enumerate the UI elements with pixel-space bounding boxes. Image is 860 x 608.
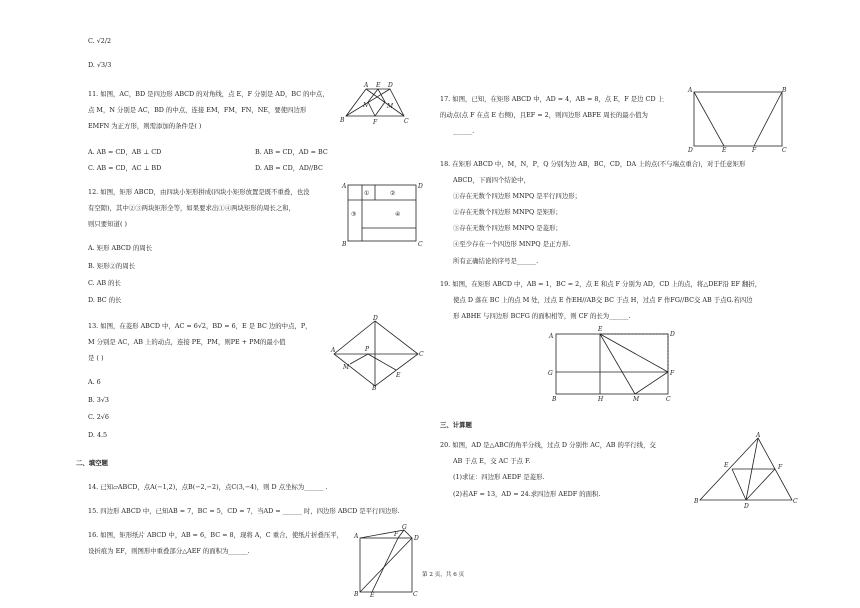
- svg-text:B: B: [694, 498, 699, 505]
- svg-text:F: F: [394, 531, 399, 538]
- q12-line2: 有空隙)，其中②③两块矩形全等，如果要求出①④两块矩形的周长之和，: [88, 204, 295, 212]
- svg-text:E: E: [396, 372, 401, 379]
- svg-text:A: A: [688, 87, 693, 94]
- svg-text:D: D: [373, 315, 378, 322]
- svg-text:G: G: [548, 370, 553, 377]
- svg-text:F: F: [373, 119, 378, 126]
- q11-line1: 11. 如图，AC，BD 是四边形 ABCD 的对角线，点 E，F 分别是 AD，BC 的中点，: [88, 90, 329, 98]
- q18-line3: 所有正确结论的序号是______.: [453, 257, 539, 265]
- svg-text:E: E: [370, 592, 375, 599]
- q18-line2: ABCD，下面四个结论中，: [453, 176, 530, 184]
- q12-option-b: B. 矩形②的周长: [88, 262, 136, 270]
- svg-text:N: N: [363, 102, 369, 109]
- q11-line2: 点 M，N 分别是 AC，BD 的中点，连接 EM，FM，FN，NE，要使四边形: [88, 106, 307, 114]
- q13-option-d: D. 4.5: [88, 431, 108, 439]
- svg-text:G: G: [402, 524, 407, 531]
- q12-line3: 则只要知道( ): [88, 220, 127, 228]
- q13-line3: 是 ( ): [88, 354, 104, 362]
- svg-text:E: E: [598, 326, 603, 333]
- svg-text:B: B: [552, 396, 557, 403]
- q11-option-a: A. AB = CD，AB ⊥ CD: [88, 148, 162, 156]
- q18-statement3: ③存在无数个四边形 MNPQ 是菱形；: [453, 224, 562, 232]
- q11-line3: EMFN 为正方形，则需添加的条件是( ): [88, 122, 202, 130]
- page-footer: 第 2 页，共 6 页: [422, 572, 465, 578]
- svg-text:M: M: [343, 364, 350, 371]
- svg-text:D: D: [688, 147, 693, 154]
- svg-text:A: A: [549, 333, 554, 340]
- figure-q12: [340, 180, 430, 248]
- svg-text:③: ③: [351, 211, 357, 218]
- q12-option-c: C. AB 的长: [88, 279, 121, 287]
- svg-text:H: H: [598, 396, 604, 403]
- q12-option-a: A. 矩形 ABCD 的周长: [88, 244, 153, 252]
- q11-option-c: C. AB = CD，AC ⊥ BD: [88, 164, 162, 172]
- svg-text:①: ①: [364, 190, 370, 197]
- svg-text:C: C: [413, 591, 418, 598]
- section-calculation: 三、计算题: [440, 421, 472, 429]
- svg-text:D: D: [388, 82, 393, 89]
- svg-text:C: C: [782, 147, 787, 154]
- figure-q17: [686, 86, 790, 156]
- section-fill-blank: 二、填空题: [76, 459, 108, 467]
- svg-text:C: C: [793, 498, 798, 505]
- svg-text:F: F: [752, 147, 757, 154]
- q18-line1: 18. 在矩形 ABCD 中，M，N，P，Q 分别为边 AB，BC，CD，DA 上的点(不与端点重合)，对于任意矩形: [440, 160, 746, 168]
- q19-line3: 形 ABHE 与四边形 BCFG 的面积相等，则 CF 的长为______.: [453, 312, 631, 320]
- svg-text:A: A: [364, 82, 369, 89]
- svg-text:F: F: [778, 464, 783, 471]
- option-d-prev: D. √3/3: [88, 61, 112, 69]
- svg-text:B: B: [782, 87, 787, 94]
- q16-line2: 设折痕为 EF，则图形中重叠部分△AEF 的面积为______.: [88, 547, 250, 555]
- svg-text:②: ②: [390, 190, 396, 197]
- svg-text:A: A: [756, 432, 761, 439]
- svg-text:C: C: [418, 241, 423, 248]
- q14: 14. 已知▱ABCD，点A(−1,2)，点B(−2,−2)，点C(3,−4)，则 D 点坐标为______ .: [88, 483, 328, 491]
- svg-text:E: E: [376, 82, 381, 89]
- q20-line3: (1)求证：四边形 AEDF 是菱形.: [453, 473, 545, 481]
- q11-option-d: D. AB = CD，AD//BC: [255, 164, 323, 172]
- svg-text:A: A: [331, 347, 336, 354]
- figure-q19: [546, 324, 676, 402]
- svg-text:D: D: [418, 183, 423, 190]
- svg-text:M: M: [633, 396, 640, 403]
- q13-option-c: C. 2√6: [88, 413, 109, 421]
- svg-text:P: P: [365, 346, 370, 353]
- svg-text:C: C: [666, 396, 671, 403]
- figure-q13: [331, 315, 424, 392]
- q19-line1: 19. 如图，在矩形 ABCD 中，AB = 1，BC = 2，点 E 和点 F 分别为 AD，CD 上的点，将△DEF沿 EF 翻折，: [440, 280, 762, 288]
- figure-q16: [352, 526, 424, 598]
- q15: 15. 四边形 ABCD 中，已知AB = 7，BC = 5，CD = 7，当AD = ______ 时，四边形 ABCD 是平行四边形.: [88, 507, 400, 515]
- svg-text:F: F: [670, 370, 675, 377]
- figure-q20: [692, 432, 800, 512]
- svg-text:④: ④: [395, 211, 401, 218]
- figure-q11: [338, 80, 420, 128]
- q18-statement1: ①存在无数个四边形 MNPQ 是平行四边形；: [453, 192, 581, 200]
- svg-text:B: B: [354, 591, 359, 598]
- q12-line1: 12. 如图，矩形 ABCD，由四块小矩形拼成(四块小矩形放置是既不重叠，也没: [88, 188, 310, 196]
- q18-statement2: ②存在无数个四边形 MNPQ 是矩形；: [453, 208, 562, 216]
- q20-line4: (2)若AF = 13，AD = 24.求四边形 AEDF 的面积.: [453, 490, 601, 498]
- q17-line3: ______.: [453, 127, 475, 135]
- svg-text:B: B: [340, 117, 345, 124]
- q12-option-d: D. BC 的长: [88, 296, 122, 304]
- svg-text:B: B: [372, 385, 377, 392]
- svg-text:A: A: [342, 183, 347, 190]
- q11-option-b: B. AB = CD，AD = BC: [255, 148, 328, 156]
- q17-line1: 17. 如图，已知，在矩形 ABCD 中，AD = 4，AB = 8，点 E，F 是边 CD 上: [440, 95, 664, 103]
- q17-line2: 的动点(点 F 在点 E 右侧)，且EF = 2，则四边形 ABFE 周长的最小值为: [440, 111, 648, 119]
- q20-line2: AB 于点 E，交 AC 于点 F.: [453, 457, 531, 465]
- q13-option-a: A. 6: [88, 378, 101, 386]
- q16-line1: 16. 如图，矩形纸片 ABCD 中，AB = 6，BC = 8，现将 A，C 重合，使纸片折叠压平，: [88, 531, 344, 539]
- svg-text:C: C: [419, 351, 424, 358]
- svg-text:C: C: [404, 118, 409, 125]
- svg-text:E: E: [724, 462, 729, 469]
- svg-text:E: E: [722, 147, 727, 154]
- q13-line1: 13. 如图，在菱形 ABCD 中，AC = 6√2，BD = 6，E 是 BC 边的中点，P，: [88, 322, 312, 330]
- q13-option-b: B. 3√3: [88, 396, 109, 404]
- q13-line2: M 分别是 AC，AB 上的动点，连接 PE，PM，则PE + PM的最小值: [88, 338, 286, 346]
- q19-line2: 使点 D 落在 BC 上的点 M 处，过点 E 作EH//AB交 BC 于点 H，过点 F 作FG//BC交 AB 于点G.若四边: [453, 296, 753, 304]
- svg-text:D: D: [414, 535, 419, 542]
- svg-text:B: B: [342, 241, 347, 248]
- option-c-prev: C. √2/2: [88, 37, 112, 45]
- q18-statement4: ④至少存在一个四边形 MNPQ 是正方形.: [453, 240, 571, 248]
- svg-text:A: A: [354, 533, 359, 540]
- svg-text:D: D: [744, 503, 749, 510]
- q20-line1: 20. 如图，AD 是△ABC的角平分线，过点 D 分别作 AC，AB 的平行线，交: [440, 441, 656, 449]
- svg-text:D: D: [670, 331, 675, 338]
- svg-text:M: M: [387, 103, 394, 110]
